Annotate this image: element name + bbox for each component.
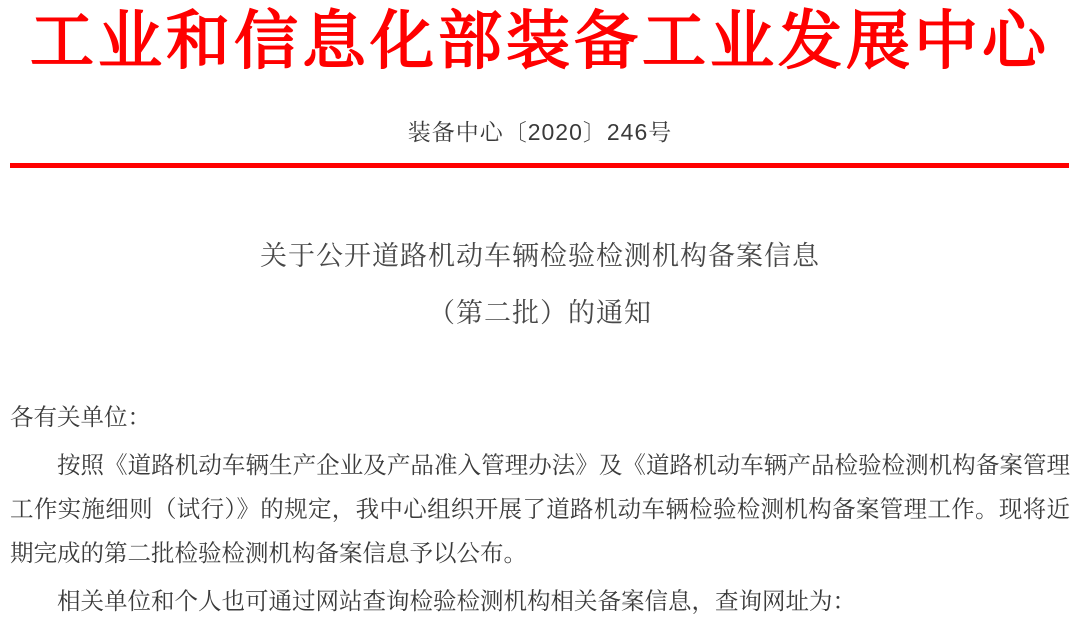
issuing-org-title: 工业和信息化部装备工业发展中心 xyxy=(30,6,1050,77)
document-number: 装备中心〔2020〕246号 xyxy=(407,119,673,145)
document-title xyxy=(0,228,1080,342)
paragraph-1: 按照《道路机动车辆生产企业及产品准入管理办法》及《道路机动车辆产品检验检测机构备案管理工作实施细则（试行）》的规定，我中心组织开展了道路机动车辆检验检测机构备案管理工作。现将近期完成的第二批检验检测机构备案信息予以公布。 xyxy=(10,452,1070,566)
document-body xyxy=(0,228,1080,623)
document-title-line-1: 关于公开道路机动车辆检验检测机构备案信息 xyxy=(260,241,820,271)
salutation: 各有关单位： xyxy=(10,404,151,430)
paragraph-2: 相关单位和个人也可通过网站查询检验检测机构相关备案信息，查询网址为： xyxy=(57,588,856,614)
red-divider-line xyxy=(10,163,1069,168)
document-title-line-2: （第二批）的通知 xyxy=(428,298,652,328)
document-letterhead xyxy=(0,0,1080,168)
